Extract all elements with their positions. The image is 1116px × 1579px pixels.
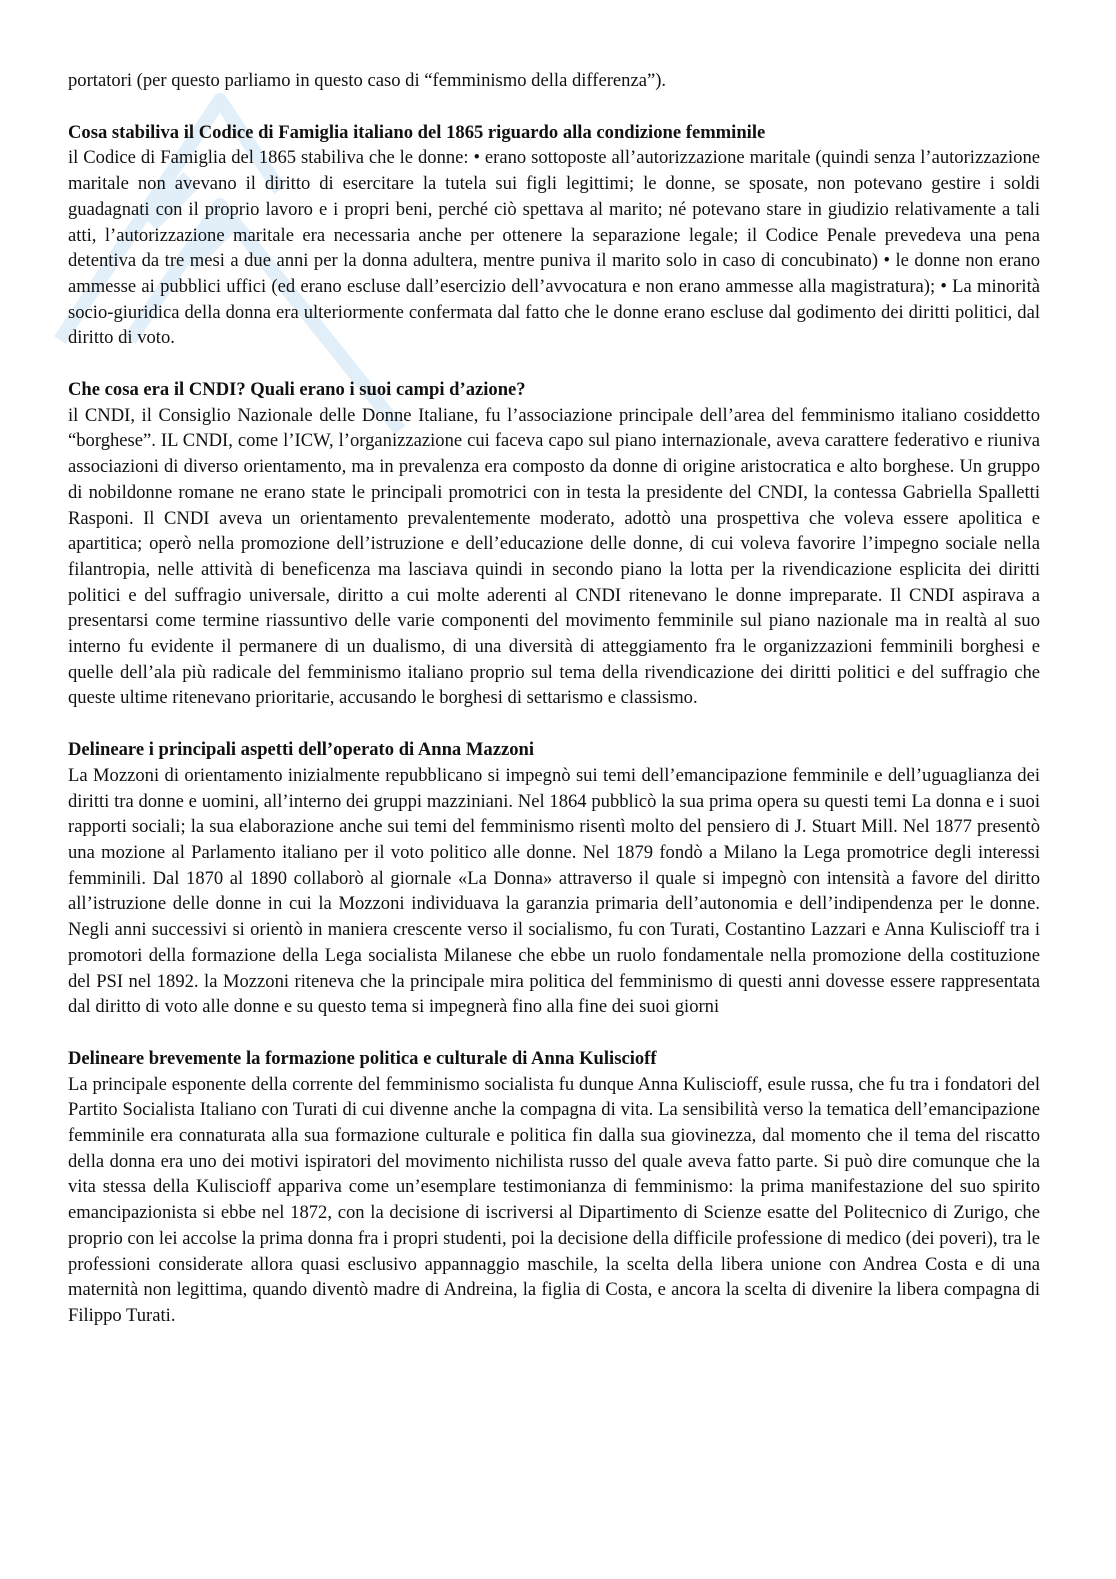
section-body: il CNDI, il Consiglio Nazionale delle Donne Italiane, fu l’associazione principale dell’area del femminismo italiano cosiddetto “borghese”. IL CNDI, come l’ICW, l’organizzazione cui faceva capo sul piano internazionale, aveva carattere federativo e riuniva associazioni di diverso orientamento, ma in prevalenza era composto da donne di origine aristocratica e alto borghese. Un gruppo di nobildonne romane ne erano state le principali promotrici con in testa la presidente del CNDI, la contessa Gabriella Spalletti Rasponi. Il CNDI aveva un orientamento prevalentemente moderato, adottò una prospettiva che voleva essere apolitica e apartitica; operò nella promozione dell’istruzione e dell’educazione delle donne, di cui voleva favorire l’impegno sociale nella filantropia, nelle attività di beneficenza ma lasciava quindi in secondo piano la lotta per la rivendicazione esplicita dei diritti politici e del suffragio universale, diritto a cui molte aderenti al CNDI ritenevano le donne impreparate. Il CNDI aspirava a presentarsi come termine riassuntivo delle varie componenti del movimento femminile sul piano nazionale ma in realtà al suo interno fu evidente il permanere di un dualismo, di una diversità di atteggiamento fra le organizzazioni femminili borghesi e quelle dell’ala più radicale del femminismo italiano proprio sul tema della rivendicazione dei diritti politici e del suffragio che queste ultime ritenevano prioritarie, accusando le borghesi di settarismo e classismo. xyxy=(68,404,1040,709)
document-page xyxy=(68,68,1040,1355)
section-body: il Codice di Famiglia del 1865 stabiliva che le donne: • erano sottoposte all’autorizzazione maritale (quindi senza l’autorizzazione maritale non avevano il diritto di esercitare la tutela sui figli legittimi; le donne, se sposate, non potevano gestire i soldi guadagnati con il proprio lavoro e i propri beni, perché ciò spettava al marito; né potevano stare in giudizio relativamente a tali atti, l’autorizzazione maritale era necessaria anche per ottenere la separazione legale; il Codice Penale prevedeva una pena detentiva da tre mesi a due anni per la donna adultera, mentre puniva il marito solo in caso di concubinato) • le donne non erano ammesse ai pubblici uffici (ed erano escluse dall’esercizio dell’avvocatura e non erano ammesse alla magistratura); • La minorità socio-giuridica della donna era ulteriormente confermata dal fatto che le donne erano escluse dal godimento dei diritti politici, dal diritto di voto. xyxy=(68,147,1040,349)
section-anna-kuliscioff xyxy=(68,1046,1040,1329)
section-cndi xyxy=(68,377,1040,711)
section-heading: Delineare brevemente la formazione politica e culturale di Anna Kuliscioff xyxy=(68,1047,657,1069)
intro-paragraph: portatori (per questo parliamo in questo caso di “femminismo della differenza”). xyxy=(68,70,667,91)
section-heading: Cosa stabiliva il Codice di Famiglia italiano del 1865 riguardo alla condizione femminile xyxy=(68,121,766,143)
section-body: La principale esponente della corrente del femminismo socialista fu dunque Anna Kuliscioff, esule russa, che fu tra i fondatori del Partito Socialista Italiano con Turati di cui divenne anche la compagna di vita. La sensibilità verso la tematica dell’emancipazione femminile era connaturata alla sua formazione culturale e politica fin dalla sua giovinezza, dal momento che il tema del riscatto della donna era uno dei motivi ispiratori del movimento nichilista russo del quale aveva fatto parte. Si può dire comunque che la vita stessa della Kuliscioff appariva come un’esemplare testimonianza di femminismo: la prima manifestazione del suo spirito emancipazionista si ebbe nel 1872, con la decisione di iscriversi al Dipartimento di Scienze esatte del Politecnico di Zurigo, che proprio con lei accolse la prima donna fra i propri studenti, poi la decisione della difficile professione di medico (dei poveri), tra le professioni considerate allora quasi esclusivo appannaggio maschile, la scelta della libera unione con Andrea Costa e di una maternità non legittima, quando diventò madre di Andreina, la figlia di Costa, e ancora la scelta di divenire la libera compagna di Filippo Turati. xyxy=(68,1073,1040,1326)
section-codice-famiglia xyxy=(68,120,1040,351)
section-body: La Mozzoni di orientamento inizialmente repubblicano si impegnò sui temi dell’emancipazione femminile e dell’uguaglianza dei diritti tra donne e uomini, all’interno dei gruppi mazziniani. Nel 1864 pubblicò la sua prima opera su questi temi La donna e i suoi rapporti sociali; la sua elaborazione anche sui temi del femminismo risentì molto del pensiero di J. Stuart Mill. Nel 1877 presentò una mozione al Parlamento italiano per il voto politico alle donne. Nel 1879 fondò a Milano la Lega promotrice degli interessi femminili. Dal 1870 al 1890 collaborò al giornale «La Donna» attraverso il quale si impegnò con intensità a favore del diritto all’istruzione delle donne in cui la Mozzoni individuava la garanzia primaria dell’autonomia e dell’indipendenza per le donne. Negli anni successivi si orientò in maniera crescente verso il socialismo, fu con Turati, Costantino Lazzari e Anna Kuliscioff tra i promotori della formazione della Lega socialista Milanese che ebbe un ruolo fondamentale nella promozione della costituzione del PSI nel 1892. la Mozzoni riteneva che la principale mira politica del femminismo di questi anni dovesse essere rappresentata dal diritto di voto alle donne e su questo tema si impegnerà fino alla fine dei suoi giorni xyxy=(68,764,1040,1018)
section-anna-mazzoni xyxy=(68,737,1040,1020)
section-heading: Che cosa era il CNDI? Quali erano i suoi campi d’azione? xyxy=(68,379,526,401)
section-heading: Delineare i principali aspetti dell’operato di Anna Mazzoni xyxy=(68,739,535,761)
